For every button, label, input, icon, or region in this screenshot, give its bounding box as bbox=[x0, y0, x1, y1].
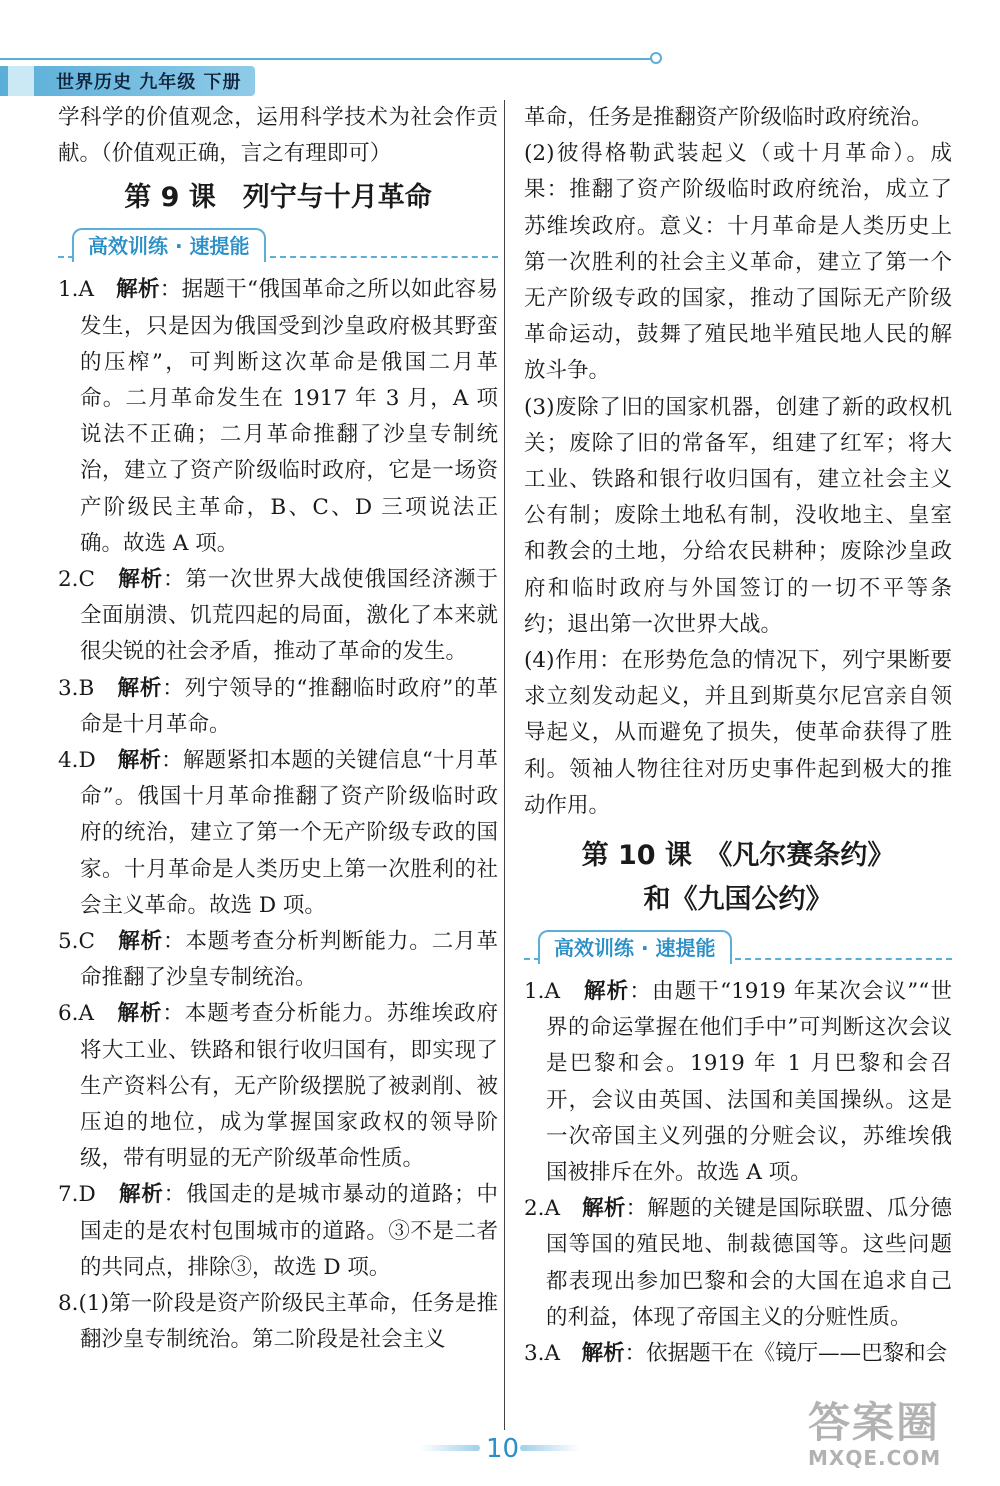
left-column bbox=[58, 100, 498, 1359]
answer-label: 解析 bbox=[116, 277, 160, 303]
answer-item bbox=[58, 1177, 498, 1286]
answer-item bbox=[58, 562, 498, 671]
answer-item bbox=[524, 974, 952, 1191]
answer-text: ：解题的关键是国际联盟、瓜分德国等国的殖民地、制裁德国等。这些问题都表现出参加巴黎和会的大国在追求自己的利益，体现了帝国主义的分赃性质。 bbox=[546, 1196, 952, 1330]
answer-label: 解析 bbox=[581, 1341, 625, 1367]
answer-text: ：列宁领导的“推翻临时政府”的革命是十月革命。 bbox=[80, 675, 498, 737]
training-banner bbox=[58, 224, 498, 264]
banner-label: 高效训练 · 速提能 bbox=[538, 930, 732, 964]
answer-label: 解析 bbox=[118, 929, 164, 955]
training-banner bbox=[524, 926, 952, 966]
answer-label: 解析 bbox=[583, 979, 630, 1005]
answer-item bbox=[58, 1286, 498, 1358]
answer-text: ：本题考查分析判断能力。二月革命推翻了沙皇专制统治。 bbox=[80, 929, 498, 991]
header-title: 世界历史 九年级 下册 bbox=[56, 72, 242, 93]
answer-number: 3.A bbox=[524, 1341, 561, 1367]
answer-item bbox=[58, 996, 498, 1177]
header-dot-ornament bbox=[650, 52, 662, 64]
lesson-10-title-line2: 和《九国公约》 bbox=[643, 884, 833, 916]
answer-item bbox=[58, 272, 498, 562]
answer-part: (2)彼得格勒武装起义（或十月革命）。成果：推翻了资产阶级临时政府统治，成立了苏维埃政府。意义：十月革命是人类历史上第一次胜利的社会主义革命，建立了第一个无产阶级专政的国家，推动了国际无产阶级革命运动，鼓舞了殖民地半殖民地人民的解放斗争。 bbox=[524, 141, 952, 384]
lesson-10-title-line1: 第 10 课 《凡尔赛条约》 bbox=[581, 840, 895, 872]
answer-number: 7.D bbox=[58, 1182, 96, 1208]
answer-item bbox=[524, 1191, 952, 1336]
column-divider bbox=[504, 100, 505, 1430]
continued-text: 革命，任务是推翻资产阶级临时政府统治。 bbox=[524, 105, 933, 130]
answer-part: (4)作用：在形势危急的情况下，列宁果断要求立刻发动起义，并且到斯莫尔尼宫亲自领导起义，从而避免了损失，使革命获得了胜利。领袖人物往往对历史事件起到极大的推动作用。 bbox=[524, 648, 952, 818]
page-header bbox=[0, 52, 1000, 102]
watermark-logo-text: 答案圈 bbox=[808, 1398, 941, 1447]
answer-item bbox=[58, 743, 498, 924]
banner-label: 高效训练 · 速提能 bbox=[72, 228, 266, 262]
answer-number: 2.A bbox=[524, 1196, 561, 1222]
answer-number: 2.C bbox=[58, 567, 95, 593]
answer-label: 解析 bbox=[118, 567, 164, 593]
page-number: 10 bbox=[486, 1434, 520, 1464]
answer-item bbox=[524, 1336, 952, 1372]
answer-label: 解析 bbox=[582, 1196, 626, 1222]
answer-number: 1.A bbox=[58, 277, 95, 303]
answer-text: ：由题干“1919 年某次会议”“世界的命运掌握在他们手中”可判断这次会议是巴黎和会。1919 年 1 月巴黎和会召开，会议由英国、法国和美国操纵。这是一次帝国主义列强的分赃会议，苏维埃俄国被排斥在外。故选 A 项。 bbox=[546, 979, 952, 1186]
answer-label: 解析 bbox=[117, 675, 163, 701]
answer-text: ：解题紧扣本题的关键信息“十月革命”。俄国十月革命推翻了资产阶级临时政府的统治，建立了第一个无产阶级专政的国家。十月革命是人类历史上第一次胜利的社会主义革命。故选 D 项。 bbox=[80, 748, 498, 918]
answer-number: 6.A bbox=[58, 1001, 95, 1027]
footer-ornament-left bbox=[420, 1445, 480, 1451]
lesson-9-title: 第 9 课 列宁与十月革命 bbox=[124, 182, 432, 214]
answer-text: ：依据题干在《镜厅——巴黎和会 bbox=[624, 1341, 948, 1367]
watermark-url: MXQE.COM bbox=[808, 1446, 942, 1470]
header-tab-ornament bbox=[8, 66, 34, 96]
header-rule bbox=[0, 58, 655, 60]
right-column bbox=[524, 100, 952, 1372]
answer-text: ：第一次世界大战使俄国经济濒于全面崩溃、饥荒四起的局面，激化了本来就很尖锐的社会矛盾，推动了革命的发生。 bbox=[80, 567, 498, 665]
answer-label: 解析 bbox=[117, 1001, 163, 1027]
answer-item bbox=[58, 671, 498, 743]
continued-text: 学科学的价值观念，运用科学技术为社会作贡献。（价值观正确，言之有理即可） bbox=[58, 105, 498, 167]
answer-number: 3.B bbox=[58, 675, 95, 701]
answer-label: 解析 bbox=[118, 1182, 164, 1208]
answer-text: ：本题考查分析能力。苏维埃政府将大工业、铁路和银行收归国有，即实现了生产资料公有，无产阶级摆脱了被剥削、被压迫的地位，成为掌握国家政权的领导阶级，带有明显的无产阶级革命性质。 bbox=[80, 1001, 498, 1172]
answer-number: 5.C bbox=[58, 929, 95, 955]
answer-text: (1)第一阶段是资产阶级民主革命，任务是推翻沙皇专制统治。第二阶段是社会主义 bbox=[78, 1291, 498, 1353]
answer-part: (3)废除了旧的国家机器，创建了新的政权机关；废除了旧的常备军，组建了红军；将大工业、铁路和银行收归国有，建立社会主义公有制；废除土地私有制，没收地主、皇室和教会的土地，分给农民耕种；废除沙皇政府和临时政府与外国签订的一切不平等条约；退出第一次世界大战。 bbox=[524, 394, 952, 637]
answer-label: 解析 bbox=[117, 748, 162, 774]
answer-text: ：俄国走的是城市暴动的道路；中国走的是农村包围城市的道路。③不是二者的共同点，排除③，故选 D 项。 bbox=[80, 1182, 498, 1280]
answer-number: 1.A bbox=[524, 979, 561, 1005]
footer-ornament-right bbox=[520, 1445, 580, 1451]
answer-number: 8. bbox=[58, 1291, 79, 1317]
answer-number: 4.D bbox=[58, 748, 96, 774]
site-watermark bbox=[808, 1400, 988, 1470]
answer-item bbox=[58, 924, 498, 996]
answer-text: ：据题干“俄国革命之所以如此容易发生，只是因为俄国受到沙皇政府极其野蛮的压榨”，可判断这次革命是俄国二月革命。二月革命发生在 1917 年 3 月，A 项说法不正确；二月革命推翻了沙皇专制统治，建立了资产阶级临时政府，它是一场资产阶级民主革命，B、C、D 三项说法正确。故选 A 项。 bbox=[80, 277, 498, 556]
